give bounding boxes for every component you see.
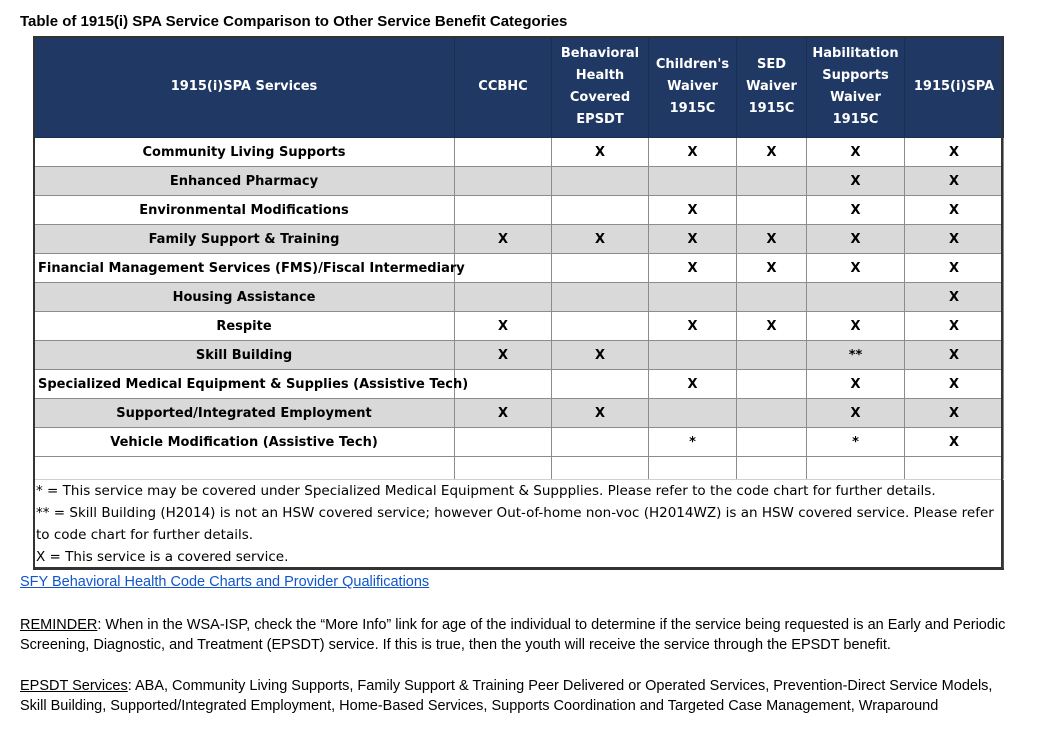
coverage-cell-sed: X: [737, 254, 807, 283]
coverage-cell-hab: X: [807, 370, 905, 399]
reminder-label: REMINDER: [20, 617, 98, 633]
table-row: [34, 283, 1004, 312]
note-row: [34, 546, 1004, 569]
coverage-cell-bh: [552, 196, 649, 225]
service-name-cell: Financial Management Services (FMS)/Fiscal Intermediary: [34, 254, 455, 283]
note-row: [34, 480, 1004, 503]
note-row: [34, 502, 1004, 546]
coverage-cell-cw: [649, 341, 737, 370]
coverage-cell-spa: X: [905, 370, 1004, 399]
coverage-cell-ccbhc: [455, 138, 552, 167]
header-ccbhc: CCBHC: [455, 37, 552, 138]
coverage-cell-hab: **: [807, 341, 905, 370]
coverage-cell-sed: [737, 399, 807, 428]
service-name-cell: Supported/Integrated Employment: [34, 399, 455, 428]
coverage-cell-hab: X: [807, 138, 905, 167]
coverage-cell-ccbhc: X: [455, 399, 552, 428]
coverage-cell-spa: X: [905, 167, 1004, 196]
coverage-cell-cw: X: [649, 138, 737, 167]
coverage-cell-hab: X: [807, 167, 905, 196]
blank-cell: [455, 457, 552, 480]
coverage-cell-sed: [737, 196, 807, 225]
blank-cell: [552, 457, 649, 480]
service-name-cell: Specialized Medical Equipment & Supplies (Assistive Tech): [34, 370, 455, 399]
page-title: Table of 1915(i) SPA Service Comparison to Other Service Benefit Categories: [20, 13, 568, 30]
coverage-cell-ccbhc: [455, 167, 552, 196]
coverage-cell-hab: [807, 283, 905, 312]
table-row: [34, 167, 1004, 196]
coverage-cell-bh: [552, 428, 649, 457]
epsdt-text: : ABA, Community Living Supports, Family Support & Training Peer Delivered or Operated Services, Prevention-Direct Service Models, Skill Building, Supported/Integrated Employment, Home-Based Services, Supports Coordination and Targeted Case Management, Wraparound: [20, 678, 993, 714]
coverage-cell-bh: X: [552, 138, 649, 167]
blank-cell: [807, 457, 905, 480]
table-note: ** = Skill Building (H2014) is not an HSW covered service; however Out-of-home non-voc (H2014WZ) is an HSW covered service. Please refer to code chart for further details.: [34, 502, 1004, 546]
header-row: [34, 37, 1004, 138]
service-name-cell: Environmental Modifications: [34, 196, 455, 225]
coverage-cell-ccbhc: [455, 370, 552, 399]
code-charts-link[interactable]: SFY Behavioral Health Code Charts and Provider Qualifications: [20, 574, 430, 590]
coverage-cell-cw: *: [649, 428, 737, 457]
table-note: * = This service may be covered under Specialized Medical Equipment & Suppplies. Please refer to the code chart for further details.: [34, 480, 1004, 503]
header-sed-waiver: SED Waiver 1915C: [737, 37, 807, 138]
epsdt-label: EPSDT Services: [20, 678, 128, 694]
service-name-cell: Housing Assistance: [34, 283, 455, 312]
coverage-cell-ccbhc: [455, 283, 552, 312]
coverage-cell-sed: [737, 283, 807, 312]
service-comparison-table: [33, 36, 1004, 570]
table-row: [34, 312, 1004, 341]
service-name-cell: Community Living Supports: [34, 138, 455, 167]
coverage-cell-ccbhc: [455, 196, 552, 225]
coverage-cell-hab: *: [807, 428, 905, 457]
table-note: X = This service is a covered service.: [34, 546, 1004, 569]
coverage-cell-bh: [552, 283, 649, 312]
coverage-cell-hab: X: [807, 312, 905, 341]
table-row: [34, 138, 1004, 167]
blank-cell: [737, 457, 807, 480]
coverage-cell-sed: [737, 341, 807, 370]
table-row: [34, 196, 1004, 225]
blank-cell: [34, 457, 455, 480]
coverage-cell-cw: X: [649, 225, 737, 254]
reminder-paragraph: [20, 615, 1020, 655]
coverage-cell-cw: X: [649, 196, 737, 225]
coverage-cell-hab: X: [807, 225, 905, 254]
table-row: [34, 225, 1004, 254]
coverage-cell-spa: X: [905, 196, 1004, 225]
table-row: [34, 254, 1004, 283]
service-name-cell: Vehicle Modification (Assistive Tech): [34, 428, 455, 457]
coverage-cell-ccbhc: X: [455, 341, 552, 370]
coverage-cell-cw: [649, 283, 737, 312]
header-bh-epsdt: Behavioral Health Covered EPSDT: [552, 37, 649, 138]
header-habilitation-waiver: Habilitation Supports Waiver 1915C: [807, 37, 905, 138]
coverage-cell-ccbhc: X: [455, 312, 552, 341]
service-name-cell: Skill Building: [34, 341, 455, 370]
coverage-cell-sed: X: [737, 225, 807, 254]
table-row: [34, 341, 1004, 370]
coverage-cell-sed: X: [737, 312, 807, 341]
coverage-cell-sed: X: [737, 138, 807, 167]
table-row: [34, 428, 1004, 457]
blank-cell: [905, 457, 1004, 480]
service-name-cell: Enhanced Pharmacy: [34, 167, 455, 196]
coverage-cell-spa: X: [905, 428, 1004, 457]
coverage-cell-spa: X: [905, 341, 1004, 370]
coverage-cell-cw: [649, 399, 737, 428]
coverage-cell-bh: X: [552, 399, 649, 428]
blank-row: [34, 457, 1004, 480]
coverage-cell-spa: X: [905, 399, 1004, 428]
coverage-cell-sed: [737, 428, 807, 457]
header-1915i-spa: 1915(i)SPA: [905, 37, 1004, 138]
service-name-cell: Family Support & Training: [34, 225, 455, 254]
table-row: [34, 399, 1004, 428]
coverage-cell-bh: [552, 312, 649, 341]
coverage-cell-bh: [552, 167, 649, 196]
coverage-cell-ccbhc: X: [455, 225, 552, 254]
coverage-cell-bh: [552, 254, 649, 283]
coverage-cell-bh: X: [552, 225, 649, 254]
coverage-cell-cw: X: [649, 370, 737, 399]
service-name-cell: Respite: [34, 312, 455, 341]
coverage-cell-spa: X: [905, 312, 1004, 341]
coverage-cell-spa: X: [905, 138, 1004, 167]
coverage-cell-sed: [737, 370, 807, 399]
blank-cell: [649, 457, 737, 480]
coverage-cell-ccbhc: [455, 428, 552, 457]
coverage-cell-hab: X: [807, 254, 905, 283]
coverage-cell-hab: X: [807, 196, 905, 225]
epsdt-paragraph: [20, 676, 1020, 716]
header-service: 1915(i)SPA Services: [34, 37, 455, 138]
header-childrens-waiver: Children's Waiver 1915C: [649, 37, 737, 138]
coverage-cell-spa: X: [905, 283, 1004, 312]
coverage-cell-cw: X: [649, 312, 737, 341]
table-row: [34, 370, 1004, 399]
coverage-cell-spa: X: [905, 254, 1004, 283]
coverage-cell-spa: X: [905, 225, 1004, 254]
coverage-cell-bh: [552, 370, 649, 399]
coverage-cell-cw: [649, 167, 737, 196]
coverage-cell-hab: X: [807, 399, 905, 428]
coverage-cell-ccbhc: [455, 254, 552, 283]
coverage-cell-bh: X: [552, 341, 649, 370]
coverage-cell-cw: X: [649, 254, 737, 283]
reminder-text: : When in the WSA-ISP, check the “More Info” link for age of the individual to determine if the service being requested is an Early and Periodic Screening, Diagnostic, and Treatment (EPSDT) service. If this is true, then the youth will receive the service through the EPSDT benefit.: [20, 617, 1006, 653]
coverage-cell-sed: [737, 167, 807, 196]
